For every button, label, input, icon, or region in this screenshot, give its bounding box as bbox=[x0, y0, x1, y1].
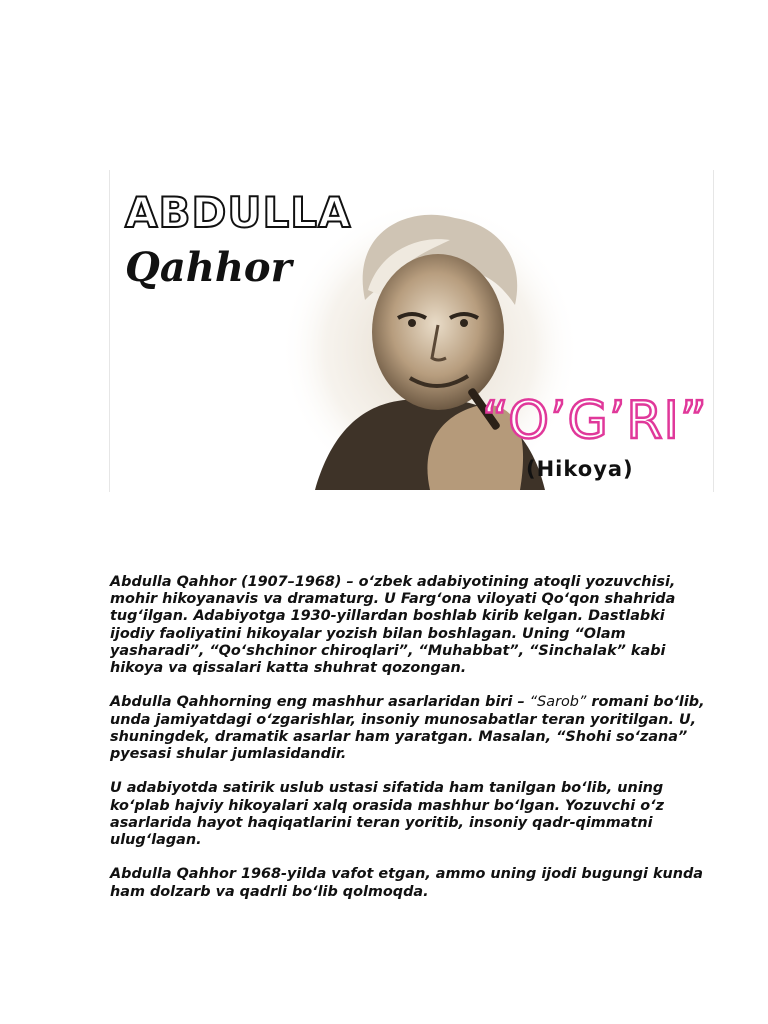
cover-image bbox=[109, 170, 714, 492]
paragraph-3: U adabiyotda satirik uslub ustasi sifatida ham tanilgan bo‘lib, uning ko‘plab hajviy hikoyalari xalq orasida mashhur bo‘lgan. Yozuvchi o‘z asarlarida hayot haqiqatlarini teran yoritib, insoniy qadr-qimmatni ulug‘lagan. bbox=[110, 780, 664, 849]
paragraph-2-end: romani bo‘lib, unda jamiyatdagi o‘zgarishlar, insoniy munosabatlar teran yoritilgan. U, shuningdek, dramatik asarlar ham yaratgan. Masalan, “Shohi so‘zana” pyesasi shular jumlasidandir. bbox=[110, 694, 705, 763]
paragraph-2-start: Abdulla Qahhorning eng mashhur asarlaridan biri – bbox=[110, 694, 530, 711]
novel-title: “Sarob” bbox=[529, 694, 587, 711]
author-last-name: Qahhor bbox=[125, 244, 292, 291]
paragraph-2 bbox=[110, 694, 710, 763]
story-title: “O’G’RI” bbox=[482, 391, 708, 451]
paragraph-1: Abdulla Qahhor (1907–1968) – o‘zbek adabiyotining atoqli yozuvchisi, mohir hikoyanavis va dramaturg. U Farg‘ona viloyati Qo‘qon shahrida tug‘ilgan. Adabiyotga 1930-yillardan boshlab kirib kelgan. Dastlabki ijodiy faoliyatini hikoyalar yozish bilan boshlagan. Uning “Olam yasharadi”, “Qo‘shchinor chiroqlari”, “Muhabbat”, “Sinchalak” kabi hikoya va qissalari katta shuhrat qozongan. bbox=[110, 574, 676, 677]
author-first-name: ABDULLA bbox=[125, 188, 352, 237]
paragraph-4: Abdulla Qahhor 1968-yilda vafot etgan, ammo uning ijodi bugungi kunda ham dolzarb va qadrli bo‘lib qolmoqda. bbox=[110, 866, 704, 900]
story-type-label: (Hikoya) bbox=[526, 457, 634, 481]
body-text bbox=[110, 574, 710, 918]
